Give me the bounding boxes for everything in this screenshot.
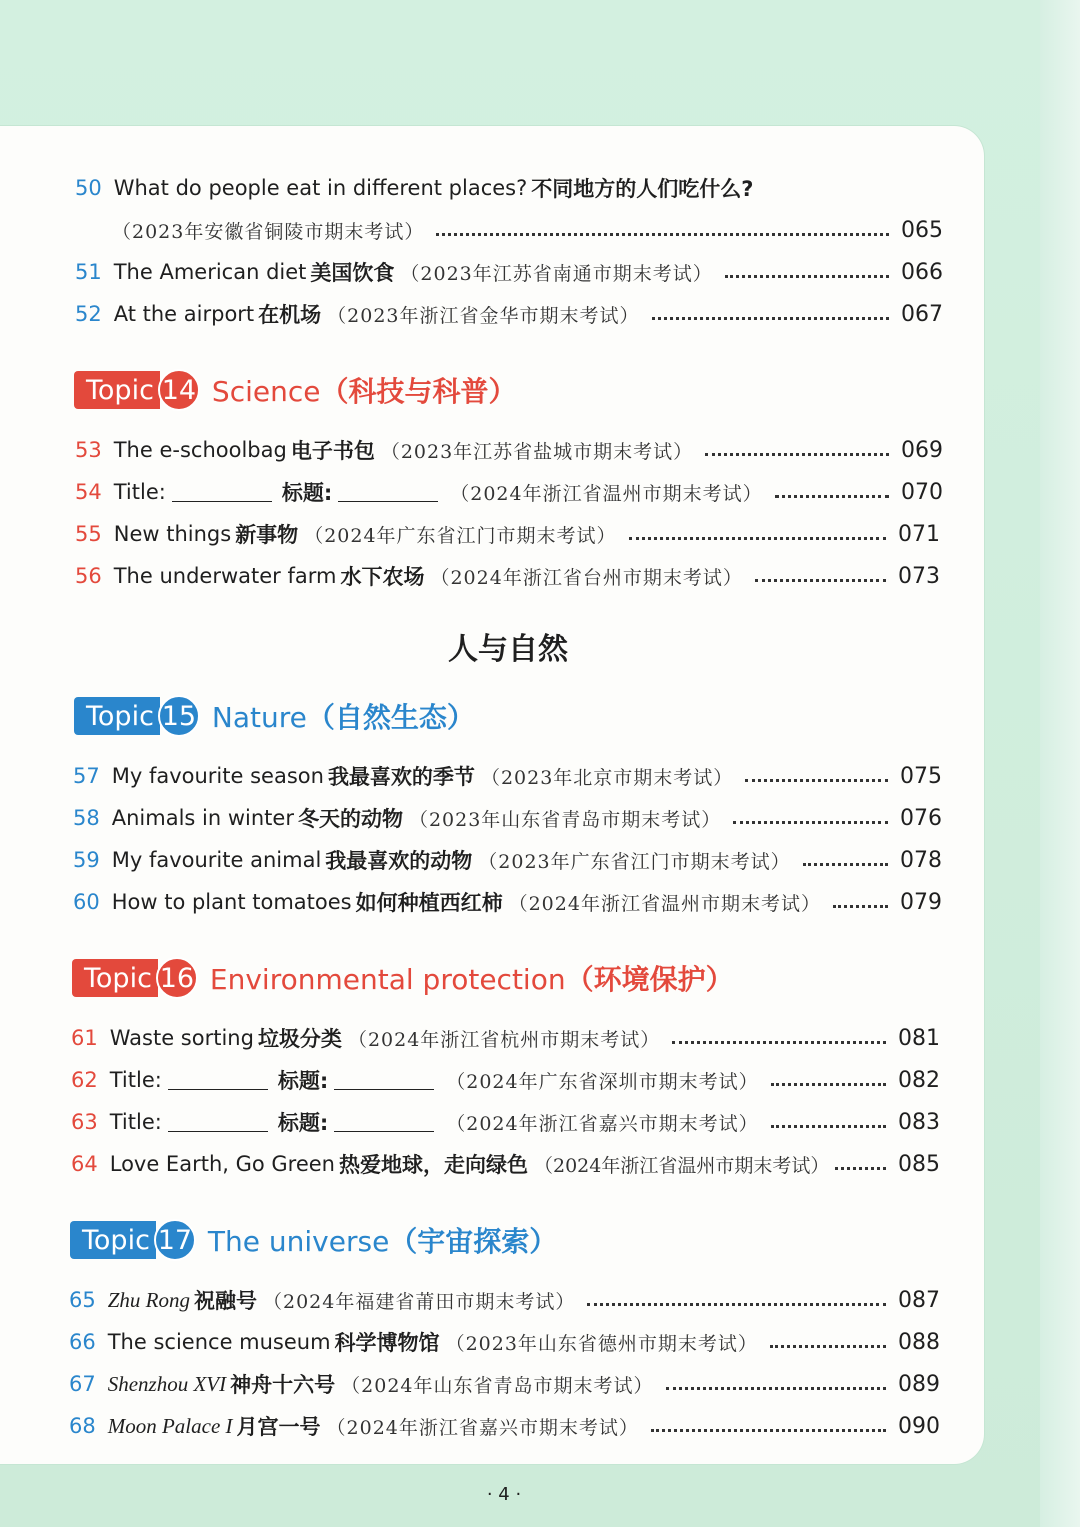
page-number: · 4 · bbox=[486, 1484, 522, 1505]
entry-english-title: At the airport bbox=[113, 302, 255, 326]
entry-english-title: Title: bbox=[109, 1110, 162, 1134]
entry-english-title: New things bbox=[113, 522, 232, 546]
topic-16-header[interactable] bbox=[72, 956, 734, 1000]
entry-page-number: 067 bbox=[901, 301, 943, 327]
toc-entry-57[interactable] bbox=[0, 756, 1080, 796]
entry-page-number: 073 bbox=[898, 563, 940, 589]
leader-dots bbox=[672, 1041, 886, 1044]
entry-source: （2024年福建省莆田市期末考试） bbox=[263, 1290, 576, 1313]
entry-number: 62 bbox=[71, 1068, 98, 1092]
title-blank-line[interactable] bbox=[172, 483, 272, 502]
entry-number: 63 bbox=[71, 1110, 98, 1134]
entry-source: （2023年江苏省盐城市期末考试） bbox=[380, 440, 694, 463]
topic-label: Topic bbox=[74, 697, 160, 735]
leader-dots bbox=[803, 863, 888, 866]
topic-15-header[interactable] bbox=[74, 694, 475, 738]
topic-label: Topic bbox=[74, 371, 160, 409]
entry-page-number: 070 bbox=[901, 479, 943, 505]
entry-chinese-title: 标题: bbox=[281, 481, 333, 505]
toc-entry-68[interactable] bbox=[0, 1406, 1080, 1446]
entry-english-title: My favourite animal bbox=[111, 848, 322, 872]
entry-number: 60 bbox=[73, 890, 100, 914]
toc-entry-52[interactable] bbox=[0, 294, 1080, 334]
entry-chinese-title: 水下农场 bbox=[340, 565, 425, 589]
entry-chinese-title: 我最喜欢的季节 bbox=[327, 765, 475, 789]
entry-page-number: 083 bbox=[898, 1109, 940, 1135]
entry-english-title: Title: bbox=[109, 1068, 162, 1092]
entry-chinese-title: 标题: bbox=[277, 1069, 329, 1093]
topic-english-title: Environmental protection bbox=[209, 963, 566, 996]
entry-english-title: The e-schoolbag bbox=[113, 438, 287, 462]
toc-entry-64[interactable] bbox=[0, 1144, 1080, 1184]
entry-source: （2024年广东省江门市期末考试） bbox=[304, 524, 617, 547]
leader-dots bbox=[771, 1083, 886, 1086]
entry-number: 52 bbox=[75, 302, 102, 326]
entry-chinese-title: 标题: bbox=[277, 1111, 329, 1135]
entry-page-number: 082 bbox=[898, 1067, 940, 1093]
entry-number: 59 bbox=[73, 848, 100, 872]
topic-english-title: Nature bbox=[211, 701, 307, 734]
entry-source: （2023年广东省江门市期末考试） bbox=[478, 850, 791, 873]
toc-entry-55[interactable] bbox=[0, 514, 1080, 554]
entry-page-number: 088 bbox=[898, 1329, 940, 1355]
entry-source: （2023年江苏省南通市期末考试） bbox=[400, 262, 713, 285]
entry-chinese-title: 不同地方的人们吃什么? bbox=[531, 177, 754, 201]
toc-entry-65[interactable] bbox=[0, 1280, 1080, 1320]
entry-page-number: 079 bbox=[900, 889, 942, 915]
toc-entry-54[interactable] bbox=[0, 472, 1080, 512]
entry-english-title: Waste sorting bbox=[109, 1026, 254, 1050]
toc-entry-50-source[interactable] bbox=[0, 210, 1080, 250]
entry-chinese-title: 祝融号 bbox=[194, 1289, 257, 1313]
entry-chinese-title: 如何种植西红柿 bbox=[355, 891, 503, 915]
entry-source: （2024年浙江省温州市期末考试） bbox=[508, 892, 821, 915]
entry-source: （2023年山东省德州市期末考试） bbox=[445, 1332, 758, 1355]
entry-source: （2024年浙江省嘉兴市期末考试） bbox=[326, 1416, 639, 1439]
chinese-title-blank-line[interactable] bbox=[334, 1071, 434, 1090]
entry-source: （2024年浙江省台州市期末考试） bbox=[430, 566, 743, 589]
topic-chinese-title: （自然生态） bbox=[306, 701, 475, 734]
toc-entry-61[interactable] bbox=[0, 1018, 1080, 1058]
entry-english-title: Shenzhou XVI bbox=[107, 1371, 227, 1396]
toc-entry-50[interactable] bbox=[0, 168, 1080, 208]
leader-dots bbox=[771, 1125, 886, 1128]
entry-number: 51 bbox=[75, 260, 102, 284]
toc-entry-60[interactable] bbox=[0, 882, 1080, 922]
toc-entry-51[interactable] bbox=[0, 252, 1080, 292]
topic-number-badge: 17 bbox=[154, 1219, 196, 1261]
topic-title bbox=[212, 370, 517, 410]
entry-page-number: 075 bbox=[900, 763, 942, 789]
leader-dots bbox=[705, 453, 889, 456]
entry-chinese-title: 科学博物馆 bbox=[334, 1331, 440, 1355]
entry-source: （2023年北京市期末考试） bbox=[480, 766, 734, 789]
entry-source: （2023年安徽省铜陵市期末考试） bbox=[112, 220, 425, 243]
entry-number: 65 bbox=[69, 1288, 96, 1312]
entry-source: （2024年浙江省杭州市期末考试） bbox=[347, 1028, 661, 1051]
entry-chinese-title: 新事物 bbox=[235, 523, 299, 547]
leader-dots bbox=[436, 233, 889, 236]
entry-source: （2024年浙江省温州市期末考试） bbox=[534, 1154, 830, 1177]
toc-entry-66[interactable] bbox=[0, 1322, 1080, 1362]
entry-page-number: 071 bbox=[898, 521, 940, 547]
toc-entry-63[interactable] bbox=[0, 1102, 1080, 1142]
title-blank-line[interactable] bbox=[168, 1071, 268, 1090]
topic-english-title: The universe bbox=[207, 1225, 390, 1258]
entry-english-title: Moon Palace I bbox=[107, 1413, 233, 1438]
entry-page-number: 076 bbox=[900, 805, 942, 831]
leader-dots bbox=[835, 1167, 886, 1170]
leader-dots bbox=[651, 1429, 886, 1432]
entry-chinese-title: 神舟十六号 bbox=[230, 1373, 336, 1397]
entry-page-number: 065 bbox=[901, 217, 943, 243]
leader-dots bbox=[587, 1303, 886, 1306]
entry-number: 56 bbox=[75, 564, 102, 588]
topic-title bbox=[208, 1220, 557, 1260]
entry-english-title: The American diet bbox=[113, 260, 307, 284]
entry-number: 61 bbox=[71, 1026, 98, 1050]
entry-number: 68 bbox=[69, 1414, 96, 1438]
topic-number-badge: 15 bbox=[158, 695, 200, 737]
entry-number: 50 bbox=[75, 176, 102, 200]
entry-page-number: 078 bbox=[900, 847, 942, 873]
topic-14-header[interactable] bbox=[74, 368, 516, 412]
topic-chinese-title: （宇宙探索） bbox=[389, 1225, 558, 1258]
leader-dots bbox=[652, 317, 889, 320]
entry-english-title: Love Earth, Go Green bbox=[109, 1152, 335, 1176]
entry-page-number: 090 bbox=[898, 1413, 940, 1439]
topic-label: Topic bbox=[72, 959, 158, 997]
entry-english-title: My favourite season bbox=[111, 764, 324, 788]
topic-17-header[interactable] bbox=[70, 1218, 557, 1262]
entry-page-number: 087 bbox=[898, 1287, 940, 1313]
entry-number: 53 bbox=[75, 438, 102, 462]
entry-chinese-title: 我最喜欢的动物 bbox=[325, 849, 473, 873]
entry-source: （2024年浙江省嘉兴市期末考试） bbox=[446, 1112, 759, 1135]
entry-chinese-title: 垃圾分类 bbox=[257, 1027, 342, 1051]
entry-english-title: Animals in winter bbox=[111, 806, 294, 830]
entry-chinese-title: 在机场 bbox=[258, 303, 322, 327]
leader-dots bbox=[733, 821, 888, 824]
toc-entry-62[interactable] bbox=[0, 1060, 1080, 1100]
entry-page-number: 066 bbox=[901, 259, 943, 285]
toc-entry-67[interactable] bbox=[0, 1364, 1080, 1404]
topic-title bbox=[212, 696, 475, 736]
topic-title bbox=[210, 958, 734, 998]
leader-dots bbox=[745, 779, 888, 782]
toc-entry-59[interactable] bbox=[0, 840, 1080, 880]
entry-number: 64 bbox=[71, 1152, 98, 1176]
entry-number: 55 bbox=[75, 522, 102, 546]
title-blank-line[interactable] bbox=[168, 1113, 268, 1132]
entry-english-title: Zhu Rong bbox=[107, 1287, 190, 1312]
entry-chinese-title: 月宫一号 bbox=[236, 1415, 321, 1439]
entry-chinese-title: 美国饮食 bbox=[310, 261, 395, 285]
topic-chinese-title: （科技与科普） bbox=[320, 375, 517, 408]
entry-number: 67 bbox=[69, 1372, 96, 1396]
chinese-title-blank-line[interactable] bbox=[334, 1113, 434, 1132]
entry-number: 54 bbox=[75, 480, 102, 504]
leader-dots bbox=[833, 905, 888, 908]
section-heading: 人与自然 bbox=[448, 632, 568, 667]
topic-number-badge: 16 bbox=[156, 957, 198, 999]
topic-chinese-title: （环境保护） bbox=[565, 963, 734, 996]
entry-number: 58 bbox=[73, 806, 100, 830]
leader-dots bbox=[755, 579, 886, 582]
leader-dots bbox=[629, 537, 886, 540]
entry-source: （2024年浙江省温州市期末考试） bbox=[450, 482, 763, 505]
entry-source: （2023年山东省青岛市期末考试） bbox=[408, 808, 722, 831]
topic-number-badge: 14 bbox=[158, 369, 200, 411]
topic-english-title: Science bbox=[211, 375, 321, 408]
entry-source: （2023年浙江省金华市期末考试） bbox=[327, 304, 640, 327]
entry-source: （2024年广东省深圳市期末考试） bbox=[446, 1070, 759, 1093]
entry-chinese-title: 热爱地球，走向绿色 bbox=[339, 1153, 528, 1177]
leader-dots bbox=[666, 1387, 887, 1390]
entry-english-title: The science museum bbox=[107, 1330, 331, 1354]
entry-number: 66 bbox=[69, 1330, 96, 1354]
entry-page-number: 085 bbox=[898, 1151, 940, 1177]
entry-chinese-title: 电子书包 bbox=[290, 439, 375, 463]
entry-chinese-title: 冬天的动物 bbox=[297, 807, 403, 831]
entry-number: 57 bbox=[73, 764, 100, 788]
leader-dots bbox=[775, 495, 889, 498]
leader-dots bbox=[725, 275, 889, 278]
topic-label: Topic bbox=[70, 1221, 156, 1259]
entry-page-number: 089 bbox=[898, 1371, 940, 1397]
toc-entry-56[interactable] bbox=[0, 556, 1080, 596]
entry-page-number: 069 bbox=[901, 437, 943, 463]
entry-english-title: What do people eat in different places? bbox=[113, 176, 528, 200]
chinese-title-blank-line[interactable] bbox=[338, 483, 438, 502]
toc-entry-53[interactable] bbox=[0, 430, 1080, 470]
entry-english-title: Title: bbox=[113, 480, 166, 504]
entry-english-title: How to plant tomatoes bbox=[111, 890, 352, 914]
entry-source: （2024年山东省青岛市期末考试） bbox=[341, 1374, 654, 1397]
entry-english-title: The underwater farm bbox=[113, 564, 337, 588]
toc-entry-58[interactable] bbox=[0, 798, 1080, 838]
entry-page-number: 081 bbox=[898, 1025, 940, 1051]
leader-dots bbox=[770, 1345, 886, 1348]
